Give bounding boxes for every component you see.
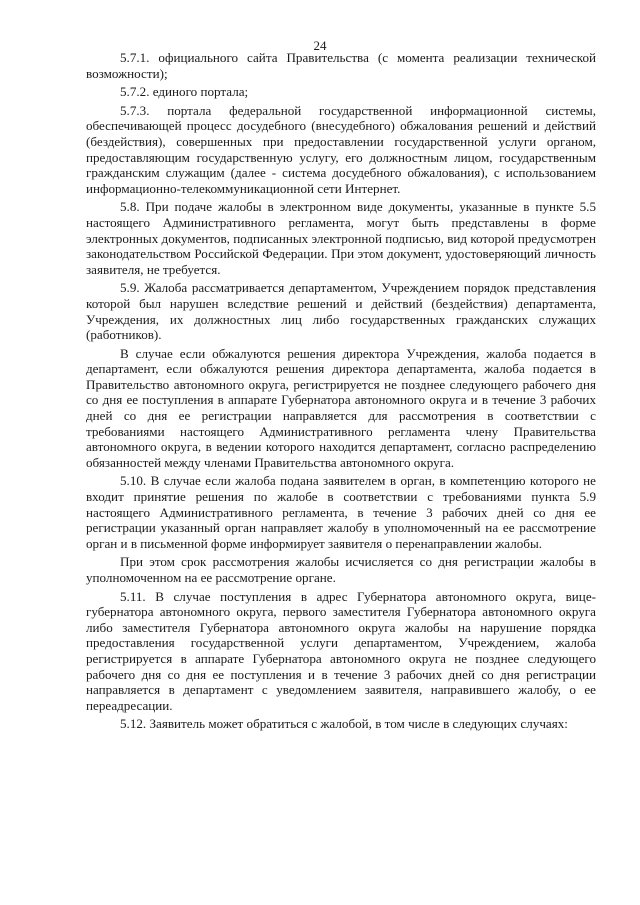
paragraph-5-9-continued: В случае если обжалуются решения директора Учреждения, жалоба подается в департамент, если обжалуются решения директора департамента, жалоба подается в Правительство автономного округа, регистрируется не позднее следующего рабочего дня со дня ее поступления в аппарате Губернатора автономного округа и в течение 3 рабочих дней со дня ее регистрации направляется для рассмотрения в соответствии с требованиями настоящего Административного регламента члену Правительства автономного округа, в ведении которого находится департамент, согласно распределению обязанностей между членами Правительства автономного округа. xyxy=(86,345,596,470)
paragraph-5-7-3: 5.7.3. портала федеральной государственной информационной системы, обеспечивающей процесс досудебного (внесудебного) обжалования решений и действий (бездействия), совершенных при предоставлении государственной услуги органом, предоставляющим государственную услугу, его должностным лицом, государственным гражданским служащим (далее - система досудебного обжалования), с использованием информационно-телекоммуникационной сети Интернет. xyxy=(86,102,596,196)
paragraph-5-12: 5.12. Заявитель может обратиться с жалобой, в том числе в следующих случаях: xyxy=(120,716,568,732)
paragraph-5-10-continued: При этом срок рассмотрения жалобы исчисляется со дня регистрации жалобы в уполномоченном на ее рассмотрение органе. xyxy=(86,554,596,585)
document-body xyxy=(86,50,596,735)
page-number: 24 xyxy=(313,38,327,53)
paragraph-5-7-1: 5.7.1. официального сайта Правительства (с момента реализации технической возможности); xyxy=(86,50,596,81)
paragraph-5-11: 5.11. В случае поступления в адрес Губернатора автономного округа, вице-губернатора автономного округа, первого заместителя Губернатора автономного округа либо заместителя Губернатора автономного округа жалобы на нарушение порядка предоставления государственной услуги департаментом, Учреждением, жалоба регистрируется в аппарате Губернатора автономного округа не позднее следующего рабочего дня со дня ее поступления и в течение 3 рабочих дней со дня регистрации направляется в департамент с уведомлением заявителя, направившего жалобу, о ее переадресации. xyxy=(86,588,596,713)
paragraph-5-8: 5.8. При подаче жалобы в электронном виде документы, указанные в пункте 5.5 настоящего Административного регламента, могут быть представлены в форме электронных документов, подписанных электронной подписью, вид которой предусмотрен законодательством Российской Федерации. При этом документ, удостоверяющий личность заявителя, не требуется. xyxy=(86,199,596,277)
paragraph-5-7-2: 5.7.2. единого портала; xyxy=(120,84,249,100)
paragraph-5-10: 5.10. В случае если жалоба подана заявителем в орган, в компетенцию которого не входит принятие решения по жалобе в соответствии с требованиями пункта 5.9 настоящего Административного регламента, в течение 3 рабочих дней со дня ее регистрации указанный орган направляет жалобу в уполномоченный на ее рассмотрение орган и в письменной форме информирует заявителя о перенаправлении жалобы. xyxy=(86,473,596,551)
paragraph-5-9: 5.9. Жалоба рассматривается департаментом, Учреждением порядок представления которой был нарушен вследствие решений и действий (бездействия) департамента, Учреждения, их должностных лиц либо государственных гражданских служащих (работников). xyxy=(86,280,596,343)
